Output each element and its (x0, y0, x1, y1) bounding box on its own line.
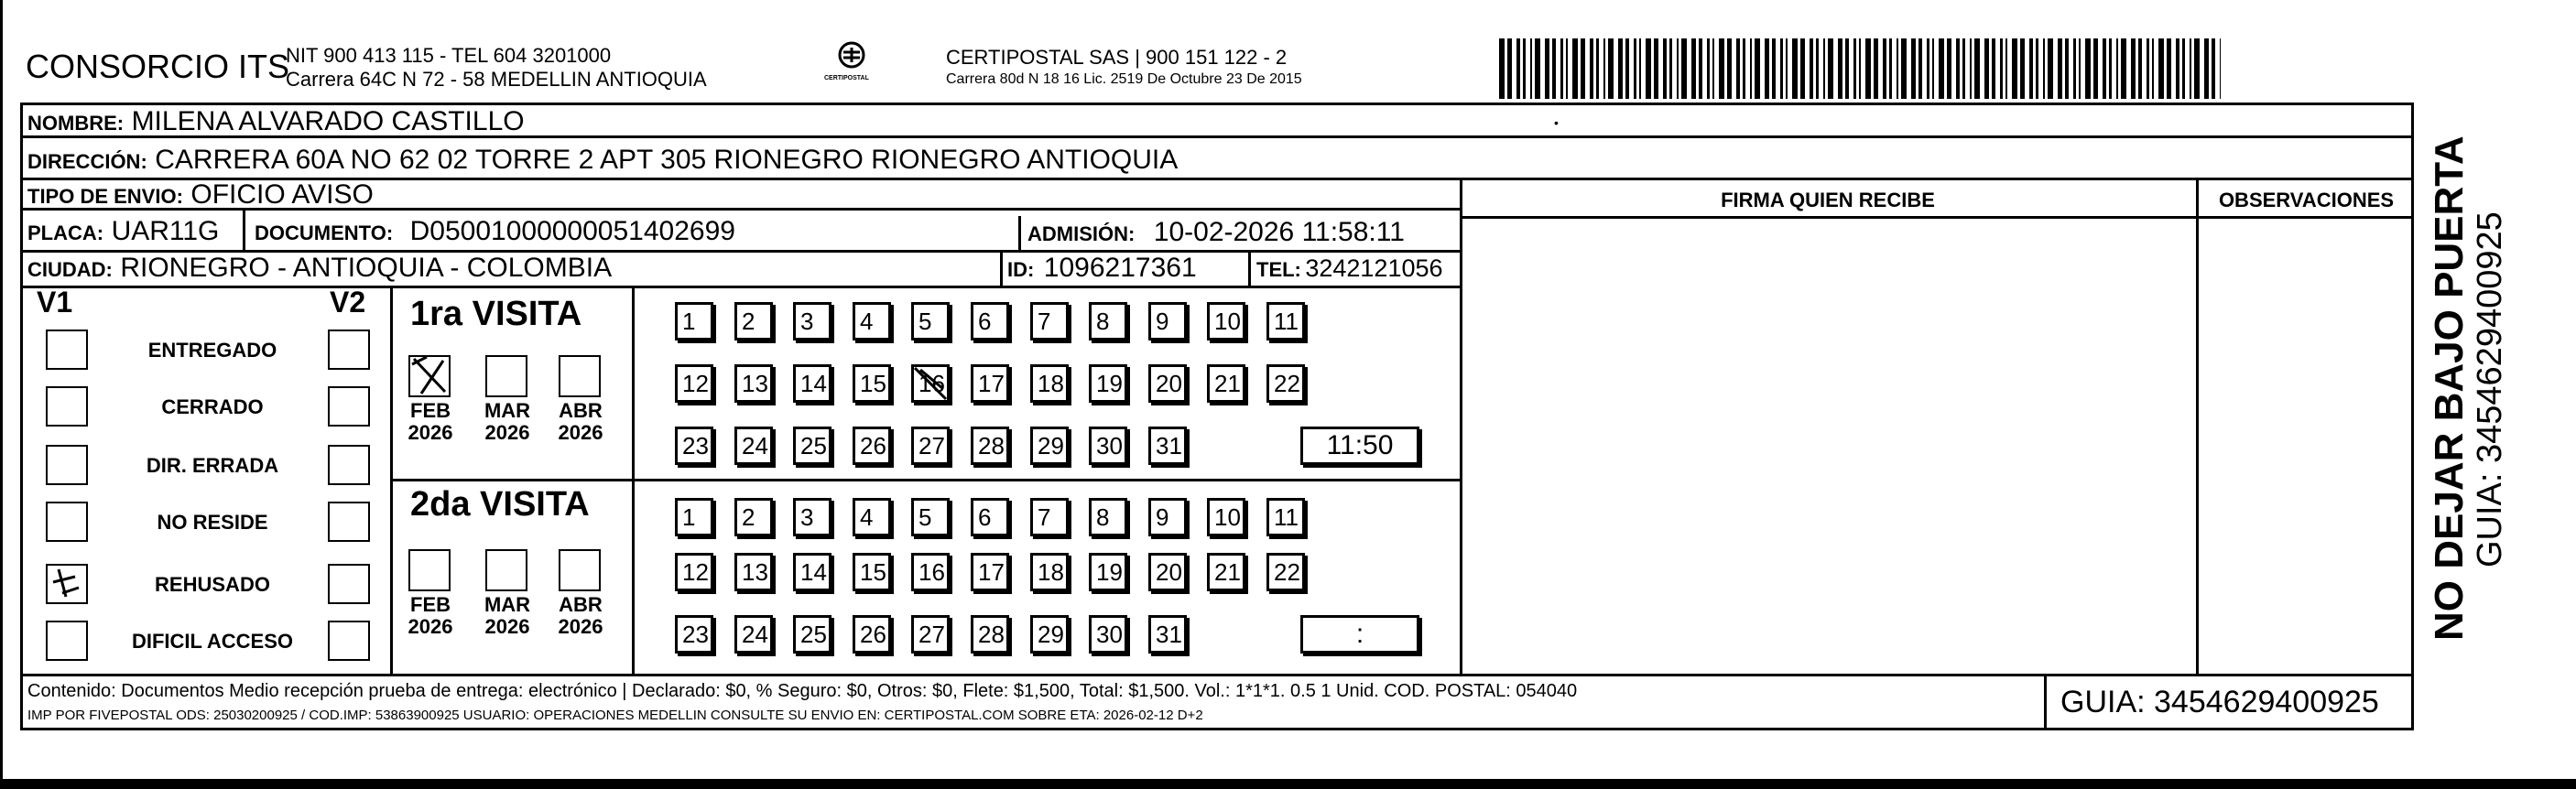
visit2-day-box[interactable]: 3 (793, 498, 831, 536)
recipient-name: MILENA ALVARADO CASTILLO (131, 106, 525, 136)
visit1-month-year: 2026 (558, 421, 603, 444)
visit1-day-box[interactable]: 19 (1089, 364, 1127, 403)
city-label: CIUDAD: (27, 258, 113, 281)
footer-print-info: IMP POR FIVEPOSTAL ODS: 25030200925 / COD.IMP: 53863900925 USUARIO: OPERACIONES MEDELLIN CONSULTE SU ENVIO EN: CERTIPOSTAL.COM SOBRE ETA: 2026-02-12 D+2 (27, 708, 1203, 723)
v2-checkbox[interactable] (328, 386, 370, 427)
visit2-day-box[interactable]: 12 (675, 553, 713, 591)
status-label: REHUSADO (155, 573, 270, 596)
visit1-day-box[interactable]: 18 (1030, 364, 1069, 403)
visit1-day-box[interactable]: 27 (911, 427, 950, 465)
id-label: ID: (1007, 258, 1035, 281)
address-label: DIRECCIÓN: (27, 150, 147, 173)
plate-label: PLACA: (27, 222, 104, 244)
visit1-day-box[interactable]: 8 (1089, 302, 1127, 340)
visit1-day-box[interactable]: 23 (675, 427, 713, 465)
company-name: CONSORCIO ITS (26, 48, 290, 85)
status-label: CERRADO (161, 395, 264, 418)
visit1-day-box[interactable]: 12 (675, 364, 713, 403)
visit1-day-box[interactable]: 22 (1266, 364, 1305, 403)
v1-checkbox[interactable] (46, 564, 88, 604)
visit1-day-box[interactable]: 28 (971, 427, 1009, 465)
side-warning: NO DEJAR BAJO PUERTA (2427, 135, 2472, 641)
footer-guia: GUIA: 3454629400925 (2060, 685, 2379, 719)
visit2-day-box[interactable]: 13 (734, 553, 773, 591)
v2-checkbox[interactable] (328, 330, 370, 370)
visit1-day-box[interactable]: 13 (734, 364, 773, 403)
visit1-month-year: 2026 (484, 421, 530, 444)
admission-date: 10-02-2026 11:58:11 (1153, 217, 1405, 247)
send-type-row (27, 179, 374, 211)
tel-number: 3242121056 (1305, 254, 1443, 282)
status-label: ENTREGADO (147, 339, 277, 362)
recipient-address: CARRERA 60A NO 62 02 TORRE 2 APT 305 RIONEGRO RIONEGRO ANTIOQUIA (155, 145, 1179, 175)
visit1-day-box[interactable]: 1 (675, 302, 713, 340)
visit2-month-checkbox[interactable] (408, 549, 451, 591)
visit2-day-box[interactable]: 4 (853, 498, 891, 536)
visit1-month-label: ABR (559, 399, 603, 422)
v2-header: V2 (330, 286, 366, 319)
status-label: DIFICIL ACCESO (131, 630, 293, 653)
v1-checkbox[interactable] (46, 330, 88, 370)
visit1-day-box[interactable]: 6 (971, 302, 1009, 340)
visit2-month-year: 2026 (558, 615, 603, 638)
signature-header: FIRMA QUIEN RECIBE (1721, 189, 1935, 211)
document-row (255, 216, 735, 247)
company-address: Carrera 64C N 72 - 58 MEDELLIN ANTIOQUIA (286, 68, 707, 91)
company-nit: NIT 900 413 115 - TEL 604 3201000 (286, 44, 612, 67)
visit2-day-box[interactable]: 25 (793, 615, 831, 654)
visit2-day-box[interactable]: 18 (1030, 553, 1069, 591)
visit2-day-box[interactable]: 1 (675, 498, 713, 536)
visit2-day-box[interactable]: 23 (675, 615, 713, 654)
city: RIONEGRO - ANTIOQUIA - COLOMBIA (120, 253, 613, 283)
plate-row (27, 216, 219, 247)
status-label: NO RESIDE (157, 511, 268, 534)
visit1-month-year: 2026 (408, 421, 453, 444)
v1-checkbox[interactable] (46, 445, 88, 485)
visit2-month-checkbox[interactable] (485, 549, 527, 591)
v1-checkbox[interactable] (46, 621, 88, 661)
visit2-day-box[interactable]: 2 (734, 498, 773, 536)
page-bottom-edge (0, 779, 2576, 789)
visit1-day-box[interactable]: 30 (1089, 427, 1127, 465)
visit1-month-label: FEB (410, 399, 451, 422)
visit2-month-label: FEB (410, 593, 451, 616)
visit2-month-year: 2026 (408, 615, 453, 638)
v2-checkbox[interactable] (328, 621, 370, 661)
visit1-month-checkbox[interactable] (485, 355, 527, 397)
certipostal-logo (824, 38, 875, 90)
visit2-day-box[interactable]: 24 (734, 615, 773, 654)
id-row (1007, 253, 1197, 284)
visit1-title: 1ra VISITA (410, 295, 582, 333)
visit1-time-box[interactable]: 11:50 (1300, 427, 1419, 465)
visit2-month-label: ABR (559, 593, 603, 616)
side-guia: GUIA: 3454629400925 (2471, 211, 2509, 567)
visit2-day-box[interactable]: 19 (1089, 553, 1127, 591)
signature-area[interactable] (1465, 222, 2190, 670)
visit2-day-box[interactable]: 7 (1030, 498, 1069, 536)
visit2-day-box[interactable]: 27 (911, 615, 950, 654)
visit1-day-box[interactable]: 7 (1030, 302, 1069, 340)
name-row (27, 106, 525, 137)
city-row (27, 253, 612, 284)
visit2-day-box[interactable]: 15 (853, 553, 891, 591)
visit1-day-box[interactable]: 25 (793, 427, 831, 465)
visit2-day-box[interactable]: 20 (1148, 553, 1187, 591)
visit2-title: 2da VISITA (410, 485, 590, 524)
visit1-day-box[interactable]: 16 (911, 364, 950, 403)
visit1-day-box[interactable]: 29 (1030, 427, 1069, 465)
admission-label: ADMISIÓN: (1027, 222, 1136, 245)
visit2-day-box[interactable]: 29 (1030, 615, 1069, 654)
visit2-day-box[interactable]: 26 (853, 615, 891, 654)
address-row (27, 145, 1178, 176)
v1-checkbox[interactable] (46, 386, 88, 427)
visit1-day-box[interactable]: 21 (1207, 364, 1245, 403)
certipostal-license: Carrera 80d N 18 16 Lic. 2519 De Octubre 23 De 2015 (946, 71, 1302, 87)
visit2-day-box[interactable]: 14 (793, 553, 831, 591)
send-type-label: TIPO DE ENVIO: (27, 185, 183, 208)
observations-header: OBSERVACIONES (2218, 189, 2395, 211)
visit1-day-box[interactable]: 20 (1148, 364, 1187, 403)
visit2-day-box[interactable]: 8 (1089, 498, 1127, 536)
status-label: DIR. ERRADA (146, 454, 279, 477)
visit2-day-box[interactable]: 16 (911, 553, 950, 591)
certipostal-nit: CERTIPOSTAL SAS | 900 151 122 - 2 (946, 46, 1288, 69)
visit2-day-box[interactable]: 6 (971, 498, 1009, 536)
tel-row (1256, 254, 1443, 283)
visit2-day-box[interactable]: 21 (1207, 553, 1245, 591)
v2-checkbox[interactable] (328, 445, 370, 485)
footer-contents: Contenido: Documentos Medio recepción prueba de entrega: electrónico | Declarado: $0, % Seguro: $0, Otros: $0, Flete: $1,500, Total: $1,500. Vol.: 1*1*1. 0.5 1 Unid. COD. POSTAL: 054040 (27, 681, 1578, 701)
name-label: NOMBRE: (27, 112, 125, 135)
visit1-day-box[interactable]: 10 (1207, 302, 1245, 340)
visit2-day-box[interactable]: 30 (1089, 615, 1127, 654)
visit2-day-box[interactable]: 22 (1266, 553, 1305, 591)
visit1-day-box[interactable]: 26 (853, 427, 891, 465)
visit1-day-box[interactable]: 9 (1148, 302, 1187, 340)
document-number: D05001000000051402699 (409, 216, 735, 246)
visit2-month-year: 2026 (484, 615, 530, 638)
visit1-month-checkbox[interactable] (408, 355, 451, 397)
admission-row (1027, 217, 1405, 248)
visit1-day-box[interactable]: 2 (734, 302, 773, 340)
page-left-edge (0, 0, 3, 789)
document-label: DOCUMENTO: (255, 222, 394, 244)
visit2-day-box[interactable]: 28 (971, 615, 1009, 654)
visit2-day-box[interactable]: 9 (1148, 498, 1187, 536)
visit2-day-box[interactable]: 10 (1207, 498, 1245, 536)
visit2-day-box[interactable]: 5 (911, 498, 950, 536)
visit1-day-box[interactable]: 5 (911, 302, 950, 340)
visit1-day-box[interactable]: 24 (734, 427, 773, 465)
visit2-day-box[interactable]: 31 (1148, 615, 1187, 654)
plate: UAR11G (111, 216, 220, 246)
visit1-day-box[interactable]: 17 (971, 364, 1009, 403)
visit1-month-checkbox[interactable] (559, 355, 601, 397)
visit2-time-box[interactable]: : (1300, 615, 1419, 654)
v1-checkbox[interactable] (46, 502, 88, 542)
tel-label: TEL: (1256, 258, 1301, 281)
visit1-day-box[interactable]: 15 (853, 364, 891, 403)
v2-checkbox[interactable] (328, 502, 370, 542)
id-number: 1096217361 (1043, 253, 1197, 283)
observations-area[interactable] (2201, 222, 2410, 670)
visit1-day-box[interactable]: 3 (793, 302, 831, 340)
visit1-day-box[interactable]: 14 (793, 364, 831, 403)
dot-mark: • (1554, 115, 1559, 130)
v2-checkbox[interactable] (328, 564, 370, 604)
logo-text: CERTIPOSTAL (824, 75, 869, 81)
visit2-day-box[interactable]: 11 (1266, 498, 1305, 536)
visit2-month-checkbox[interactable] (559, 549, 601, 591)
visit2-day-box[interactable]: 17 (971, 553, 1009, 591)
visit2-month-label: MAR (484, 593, 531, 616)
visit1-day-box[interactable]: 4 (853, 302, 891, 340)
send-type: OFICIO AVISO (190, 179, 374, 210)
barcode (1499, 38, 2223, 99)
visit1-day-box[interactable]: 11 (1266, 302, 1305, 340)
v1-header: V1 (37, 286, 73, 319)
visit1-month-label: MAR (484, 399, 531, 422)
visit1-day-box[interactable]: 31 (1148, 427, 1187, 465)
